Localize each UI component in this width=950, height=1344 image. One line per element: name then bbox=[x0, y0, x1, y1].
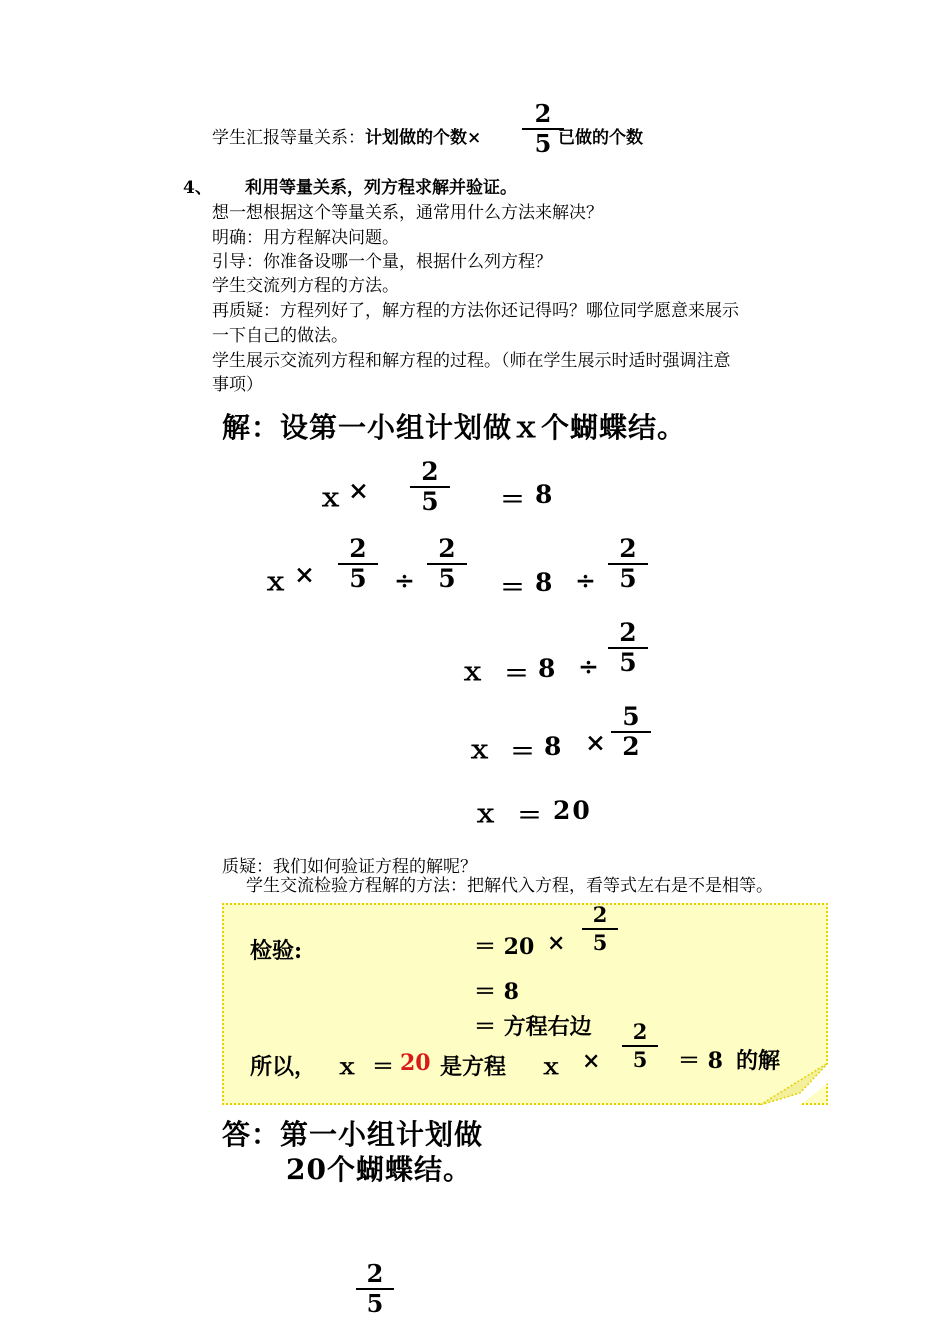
var-x: ｘ bbox=[263, 567, 289, 596]
times-sign: × bbox=[582, 1048, 601, 1074]
var-x: ｘ bbox=[318, 483, 344, 512]
var-x: ｘ bbox=[467, 735, 493, 764]
equality-left: 计划做的个数× bbox=[365, 128, 482, 148]
step-number: 4、 bbox=[183, 178, 212, 198]
var-x: ｘ bbox=[540, 1054, 563, 1080]
text-line: 学生展示交流列方程和解方程的过程。（师在学生展示时适时强调注意 bbox=[212, 351, 731, 371]
fraction-two-fifths: 2 5 bbox=[608, 535, 648, 593]
equality-right: 已做的个数 bbox=[558, 128, 643, 148]
text-line: 学生交流列方程的方法。 bbox=[212, 276, 399, 296]
divide-sign: ÷ bbox=[394, 566, 415, 595]
solution-heading: 解：设第一小组计划做ｘ个蝴蝶结。 bbox=[222, 411, 687, 444]
fraction-two-fifths: 2 5 bbox=[338, 535, 378, 593]
text-line: 事项） bbox=[212, 375, 263, 395]
step-title: 利用等量关系，列方程求解并验证。 bbox=[245, 178, 517, 198]
solution-value: 20 bbox=[400, 1050, 431, 1076]
equality-report-line bbox=[212, 126, 481, 150]
fraction-five-halves: 5 2 bbox=[611, 703, 651, 761]
times-sign: × bbox=[547, 930, 566, 956]
question-line: 质疑：我们如何验证方程的解呢？ bbox=[222, 857, 477, 877]
var-x: ｘ bbox=[473, 799, 499, 828]
value-twenty: 20 bbox=[553, 796, 592, 825]
conclusion-eq-eight: ＝ 8 bbox=[678, 1048, 723, 1074]
equals-sign: ＝ bbox=[372, 1054, 395, 1080]
text-line: 明确：用方程解决问题。 bbox=[212, 228, 399, 248]
text-line: 再质疑：方程列好了，解方程的方法你还记得吗？哪位同学愿意来展示 bbox=[212, 301, 739, 321]
value-eight: 8 bbox=[535, 480, 553, 509]
check-line-3: ＝ 方程右边 bbox=[474, 1014, 592, 1040]
var-x: ｘ bbox=[460, 657, 486, 686]
text-line: 引导：你准备设哪一个量，根据什么列方程？ bbox=[212, 252, 552, 272]
fraction-two-fifths: 2 5 bbox=[622, 1019, 658, 1073]
equals-sign: ＝ bbox=[500, 573, 526, 602]
answer-line-2: 20个蝴蝶结。 bbox=[286, 1153, 472, 1186]
check-line-1: ＝ 20 bbox=[474, 934, 535, 960]
equals-sign: ＝ bbox=[517, 801, 543, 830]
fraction-two-fifths: 2 5 bbox=[427, 535, 467, 593]
fraction-denominator: 5 bbox=[534, 129, 552, 158]
check-line-2: ＝ 8 bbox=[474, 979, 519, 1005]
fraction-two-fifths: 2 5 bbox=[356, 1260, 394, 1318]
check-label: 检验: bbox=[250, 938, 303, 964]
text-line: 一下自己的做法。 bbox=[212, 326, 348, 346]
exchange-line: 学生交流检验方程解的方法：把解代入方程，看等式左右是不是相等。 bbox=[246, 876, 773, 896]
times-sign: × bbox=[585, 728, 606, 757]
equality-prefix: 学生汇报等量关系： bbox=[212, 128, 365, 148]
value-eight: 8 bbox=[535, 568, 553, 597]
conclusion-so: 所以， bbox=[250, 1054, 317, 1080]
fraction-two-fifths: 2 5 bbox=[410, 458, 450, 516]
times-sign: × bbox=[348, 476, 369, 505]
fraction-numerator: 2 bbox=[534, 99, 552, 128]
value-eight: 8 bbox=[538, 654, 556, 683]
times-sign: × bbox=[294, 560, 315, 589]
divide-sign: ÷ bbox=[578, 652, 599, 681]
value-eight: 8 bbox=[544, 732, 562, 761]
var-x: ｘ bbox=[336, 1054, 359, 1080]
fraction-two-fifths: 2 5 bbox=[582, 902, 618, 956]
fraction-two-fifths: 2 5 bbox=[608, 619, 648, 677]
equals-sign: ＝ bbox=[504, 659, 530, 688]
text-line: 想一想根据这个等量关系，通常用什么方法来解决？ bbox=[212, 203, 603, 223]
conclusion-tail: 的解 bbox=[736, 1048, 781, 1074]
equals-sign: ＝ bbox=[510, 737, 536, 766]
answer-line-1: 答：第一小组计划做 bbox=[222, 1118, 484, 1151]
equals-sign: ＝ bbox=[500, 485, 526, 514]
divide-sign: ÷ bbox=[575, 566, 596, 595]
conclusion-is-equation: 是方程 bbox=[440, 1054, 507, 1080]
